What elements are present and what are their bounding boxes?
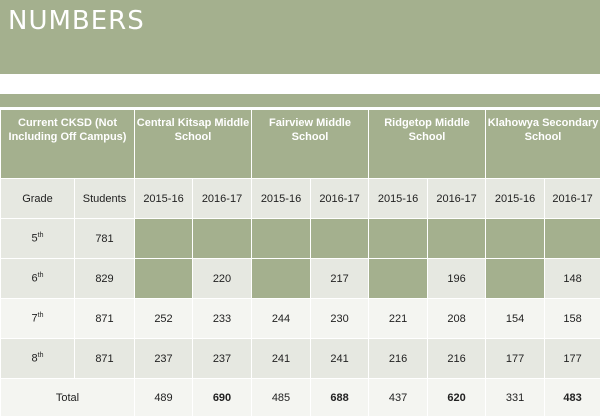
year-header: 2015-16 [135,179,193,219]
value-cell [311,219,369,259]
total-cell: 690 [193,379,252,417]
table-header-row [1,110,600,179]
value-cell [486,219,545,259]
students-cell: 829 [75,259,135,299]
year-header: 2015-16 [486,179,545,219]
value-cell: 216 [428,339,486,379]
students-cell: 871 [75,299,135,339]
total-label: Total [1,379,135,417]
students-cell: 781 [75,219,135,259]
grade-column-header: Grade [1,179,75,219]
year-header: 2015-16 [252,179,311,219]
grade-cell: 5th [1,219,75,259]
value-cell: 233 [193,299,252,339]
students-cell: 871 [75,339,135,379]
header-school: Ridgetop Middle School [369,110,486,179]
grade-cell: 7th [1,299,75,339]
year-header: 2016-17 [311,179,369,219]
total-cell: 489 [135,379,193,417]
value-cell: 221 [369,299,428,339]
value-cell [369,219,428,259]
enrollment-table [0,109,600,417]
value-cell [545,219,600,259]
value-cell [135,259,193,299]
value-cell [193,219,252,259]
title-banner [0,0,600,74]
year-header: 2015-16 [369,179,428,219]
value-cell: 237 [135,339,193,379]
value-cell: 148 [545,259,600,299]
year-header: 2016-17 [428,179,486,219]
total-row [1,379,600,417]
header-school: Fairview Middle School [252,110,369,179]
total-cell: 620 [428,379,486,417]
table-row [1,219,600,259]
value-cell: 237 [193,339,252,379]
page-title: NUMBERS [8,6,145,36]
grade-cell: 6th [1,259,75,299]
value-cell [486,259,545,299]
students-column-header: Students [75,179,135,219]
year-header: 2016-17 [193,179,252,219]
header-school: Central Kitsap Middle School [135,110,252,179]
value-cell: 177 [486,339,545,379]
value-cell: 196 [428,259,486,299]
total-cell: 483 [545,379,600,417]
header-current-cksd: Current CKSD (Not Including Off Campus) [1,110,135,179]
header-school: Klahowya Secondary School [486,110,600,179]
value-cell [428,219,486,259]
total-cell: 688 [311,379,369,417]
value-cell [252,219,311,259]
value-cell: 217 [311,259,369,299]
value-cell [369,259,428,299]
table-row [1,259,600,299]
value-cell: 252 [135,299,193,339]
value-cell [135,219,193,259]
divider-stripe [0,94,600,107]
grade-cell: 8th [1,339,75,379]
value-cell: 216 [369,339,428,379]
year-header: 2016-17 [545,179,600,219]
total-cell: 437 [369,379,428,417]
value-cell: 220 [193,259,252,299]
table-row [1,299,600,339]
value-cell: 241 [311,339,369,379]
value-cell: 244 [252,299,311,339]
value-cell: 177 [545,339,600,379]
value-cell: 230 [311,299,369,339]
table-subheader-row [1,179,600,219]
value-cell: 241 [252,339,311,379]
value-cell: 208 [428,299,486,339]
total-cell: 331 [486,379,545,417]
table-row [1,339,600,379]
value-cell [252,259,311,299]
value-cell: 154 [486,299,545,339]
total-cell: 485 [252,379,311,417]
value-cell: 158 [545,299,600,339]
